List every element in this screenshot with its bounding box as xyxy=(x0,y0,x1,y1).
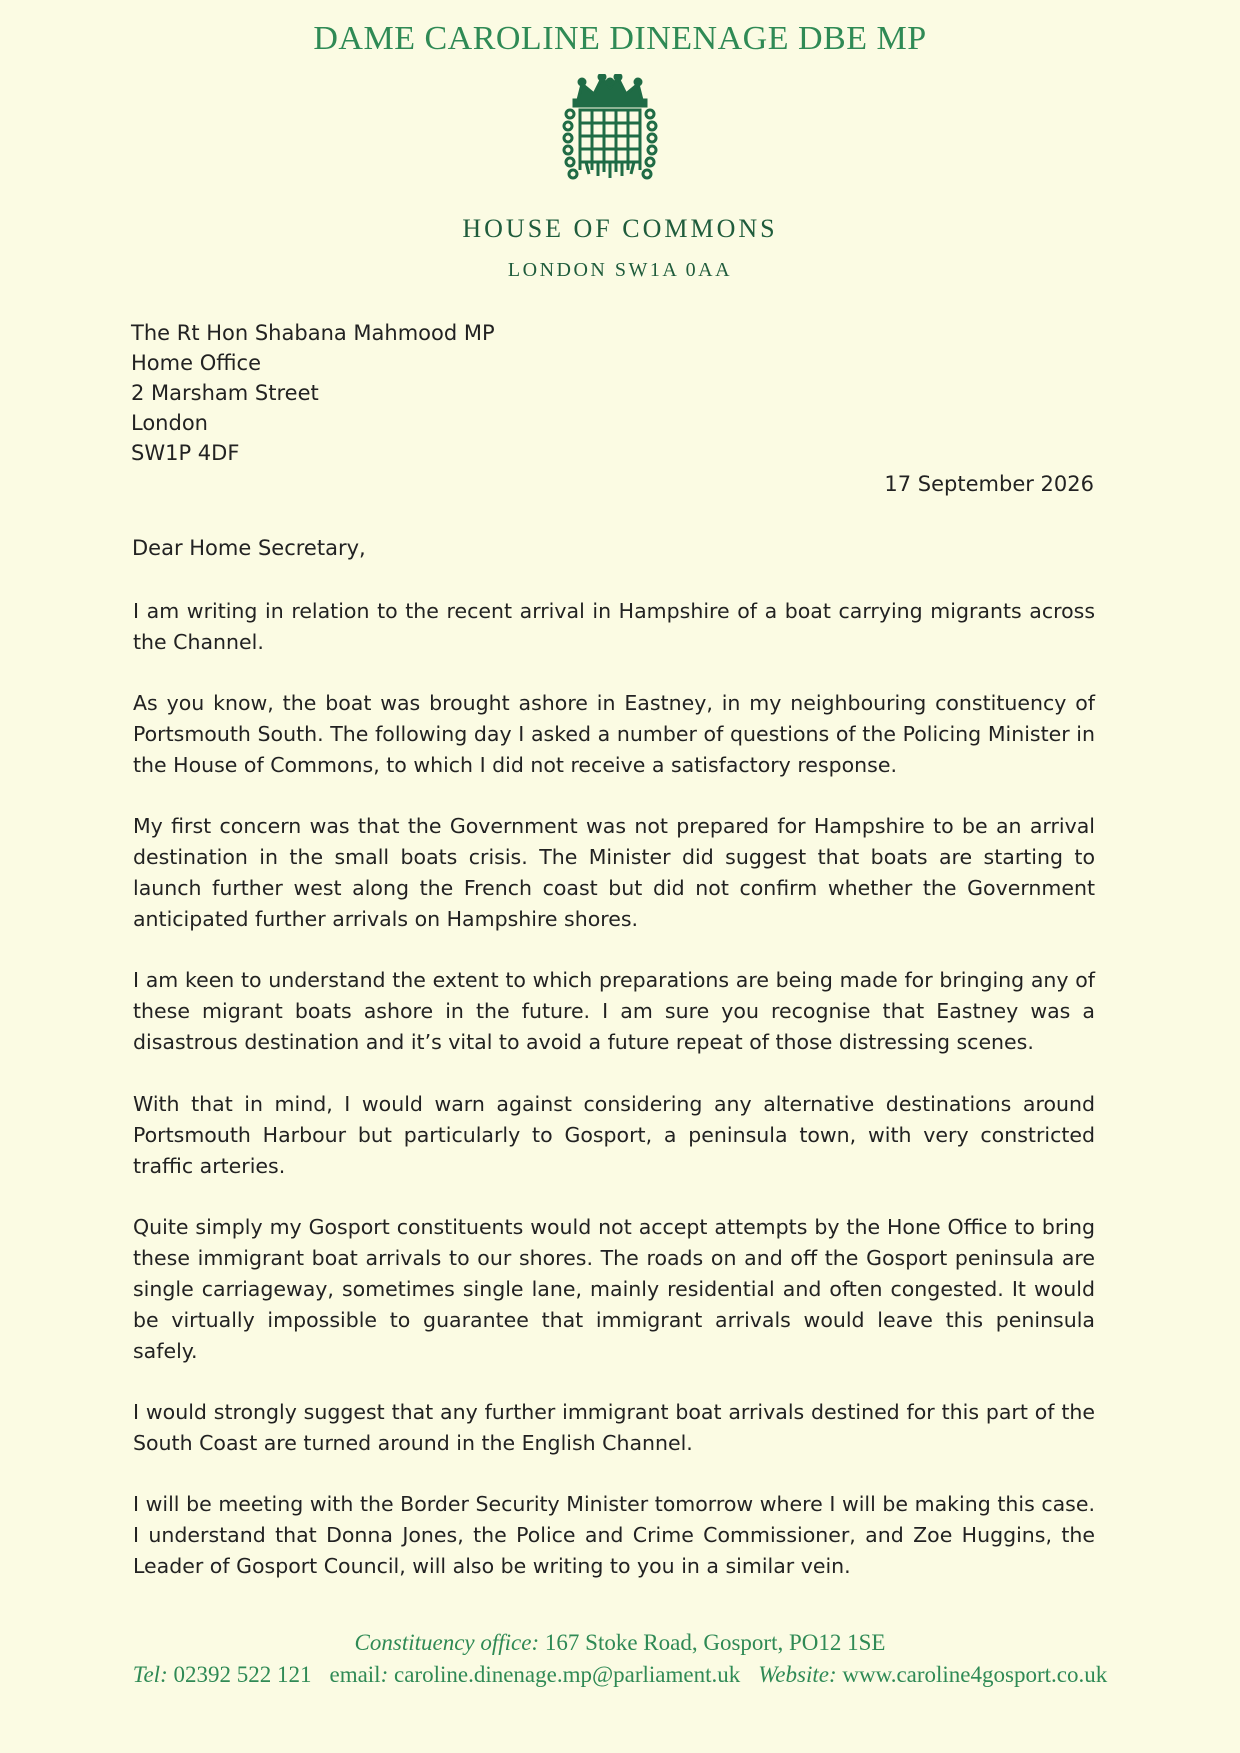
recipient-line: London xyxy=(131,411,208,435)
body-paragraph: With that in mind, I would warn against considering any alternative destinations around Portsmouth Harbour but particularly to Gosport, a peninsula town, with very constricted traffic arteries. xyxy=(133,1092,1095,1178)
letterhead-house: HOUSE OF COMMONS xyxy=(462,214,778,243)
tel-label: Tel xyxy=(132,1662,161,1687)
body-paragraph: I am writing in relation to the recent arrival in Hampshire of a boat carrying migrants across the Channel. xyxy=(133,599,1095,654)
tel-number: 02392 522 121 xyxy=(173,1662,312,1687)
recipient-address xyxy=(131,318,495,468)
footer-office: Constituency office: 167 Stoke Road, Gosport, PO12 1SE xyxy=(354,1630,886,1655)
website-label: Website: xyxy=(758,1662,837,1687)
recipient-line: Home Office xyxy=(131,351,261,375)
email-label: email xyxy=(329,1662,381,1687)
portcullis-icon xyxy=(560,74,660,186)
office-address: 167 Stoke Road, Gosport, PO12 1SE xyxy=(544,1630,886,1655)
body-paragraph: I am keen to understand the extent to which preparations are being made for bringing any of these migrant boats ashore in the future. I am sure you recognise that Eastney was a disastrous destination and it’s vital to avoid a future repeat of those distressing scenes. xyxy=(133,968,1095,1054)
website-link[interactable]: www.caroline4gosport.co.uk xyxy=(842,1662,1108,1687)
letterhead-address: LONDON SW1A 0AA xyxy=(507,259,733,281)
recipient-line: The Rt Hon Shabana Mahmood MP xyxy=(131,321,495,345)
body-paragraph: Quite simply my Gosport constituents would not accept attempts by the Hone Office to bring these immigrant boat arrivals to our shores. The roads on and off the Gosport peninsula are single carriageway, sometimes single lane, mainly residential and often congested. It would be virtually impossible to guarantee that immigrant arrivals would leave this peninsula safely. xyxy=(133,1215,1095,1363)
body-paragraph: As you know, the boat was brought ashore in Eastney, in my neighbouring constituency of Portsmouth South. The following day I asked a number of questions of the Policing Minister in the House of Commons, to which I did not receive a satisfactory response. xyxy=(133,691,1095,777)
recipient-line: SW1P 4DF xyxy=(131,441,240,465)
letterhead-name: DAME CAROLINE DINENAGE DBE MP xyxy=(313,20,927,57)
office-label: Constituency office xyxy=(354,1630,532,1655)
letter-date: 17 September 2026 xyxy=(884,472,1094,496)
body-paragraph: My first concern was that the Government was not prepared for Hampshire to be an arrival destination in the small boats crisis. The Minister did suggest that boats are starting to launch further west along the French coast but did not confirm whether the Government anticipated further arrivals on Hampshire shores. xyxy=(133,814,1095,931)
email-link[interactable]: caroline.dinenage.mp@parliament.uk xyxy=(394,1662,741,1687)
recipient-line: 2 Marsham Street xyxy=(131,381,319,405)
salutation: Dear Home Secretary, xyxy=(132,536,366,560)
footer-contact: Tel: 02392 522 121 email: caroline.dinenage.mp@parliament.uk Website: www.caroline4gosport.co.uk xyxy=(132,1662,1108,1687)
body-paragraph: I will be meeting with the Border Security Minister tomorrow where I will be making this case. I understand that Donna Jones, the Police and Crime Commissioner, and Zoe Huggins, the Leader of Gosport Council, will also be writing to you in a similar vein. xyxy=(133,1492,1095,1578)
body-paragraph: I would strongly suggest that any further immigrant boat arrivals destined for this part of the South Coast are turned around in the English Channel. xyxy=(133,1400,1095,1455)
